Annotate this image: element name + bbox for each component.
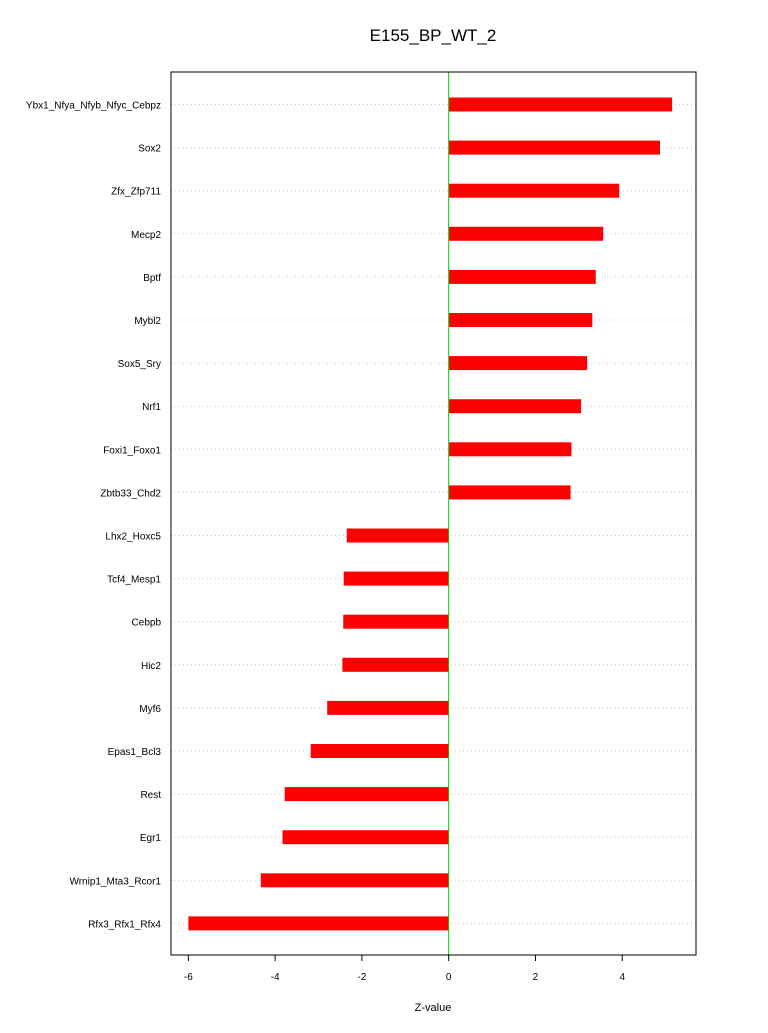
x-tick-label: 4 — [619, 972, 626, 983]
category-label: Lhx2_Hoxc5 — [105, 531, 161, 543]
category-label: Sox2 — [138, 143, 161, 155]
x-tick-label: 2 — [532, 972, 539, 983]
category-labels — [26, 101, 162, 931]
category-label: Ybx1_Nfya_Nfyb_Nfyc_Cebpz — [25, 100, 161, 112]
bar-epas1-bcl3 — [311, 744, 449, 758]
bar-sox5-sry — [449, 356, 587, 370]
x-tick-label: 0 — [445, 972, 452, 983]
bar-bptf — [449, 270, 596, 284]
x-axis — [184, 955, 626, 983]
category-label: Hic2 — [140, 660, 161, 672]
bar-rfx3-rfx1-rfx4 — [188, 916, 448, 930]
x-tick-label: -6 — [183, 972, 193, 983]
category-label: Bptf — [143, 272, 161, 284]
x-axis-label: Z-value — [414, 1002, 452, 1014]
category-label: Nrf1 — [142, 402, 161, 414]
bar-nrf1 — [449, 399, 581, 413]
category-label: Rfx3_Rfx1_Rfx4 — [88, 919, 161, 931]
category-label: Mybl2 — [134, 316, 161, 327]
bar-cebpb — [343, 615, 448, 629]
category-label: Wrnip1_Mta3_Rcor1 — [69, 876, 161, 888]
category-label: Myf6 — [139, 703, 161, 715]
bar-tcf4-mesp1 — [344, 572, 449, 586]
category-label: Zbtb33_Chd2 — [100, 488, 161, 500]
bar-rest — [285, 787, 449, 801]
category-label: Egr1 — [139, 833, 161, 845]
category-label: Mecp2 — [130, 229, 161, 241]
bar-ybx1-nfya-nfyb-nfyc-cebpz — [449, 98, 672, 112]
bar-egr1 — [283, 830, 449, 844]
category-label: Epas1_Bcl3 — [107, 747, 161, 758]
category-label: Sox5_Sry — [117, 359, 161, 371]
x-tick-label: -2 — [357, 972, 367, 983]
category-label: Foxi1_Foxo1 — [103, 445, 161, 457]
category-label: Cebpb — [131, 617, 161, 629]
bar-mybl2 — [449, 313, 593, 327]
plot-frame — [171, 72, 696, 955]
bar-myf6 — [327, 701, 448, 715]
bar-sox2 — [449, 141, 660, 155]
bar-hic2 — [342, 658, 448, 672]
chart-title: E155_BP_WT_2 — [369, 26, 497, 45]
bar-wrnip1-mta3-rcor1 — [261, 873, 449, 887]
bars-layer — [188, 98, 672, 931]
bar-zbtb33-chd2 — [449, 485, 571, 499]
category-label: Zfx_Zfp711 — [111, 186, 161, 198]
x-tick-label: -4 — [270, 972, 280, 983]
bar-foxi1-foxo1 — [449, 442, 572, 456]
category-label: Rest — [140, 790, 161, 802]
bar-mecp2 — [449, 227, 603, 241]
category-label: Tcf4_Mesp1 — [107, 574, 161, 586]
bar-lhx2-hoxc5 — [347, 529, 449, 543]
bar-zfx-zfp711 — [449, 184, 620, 198]
